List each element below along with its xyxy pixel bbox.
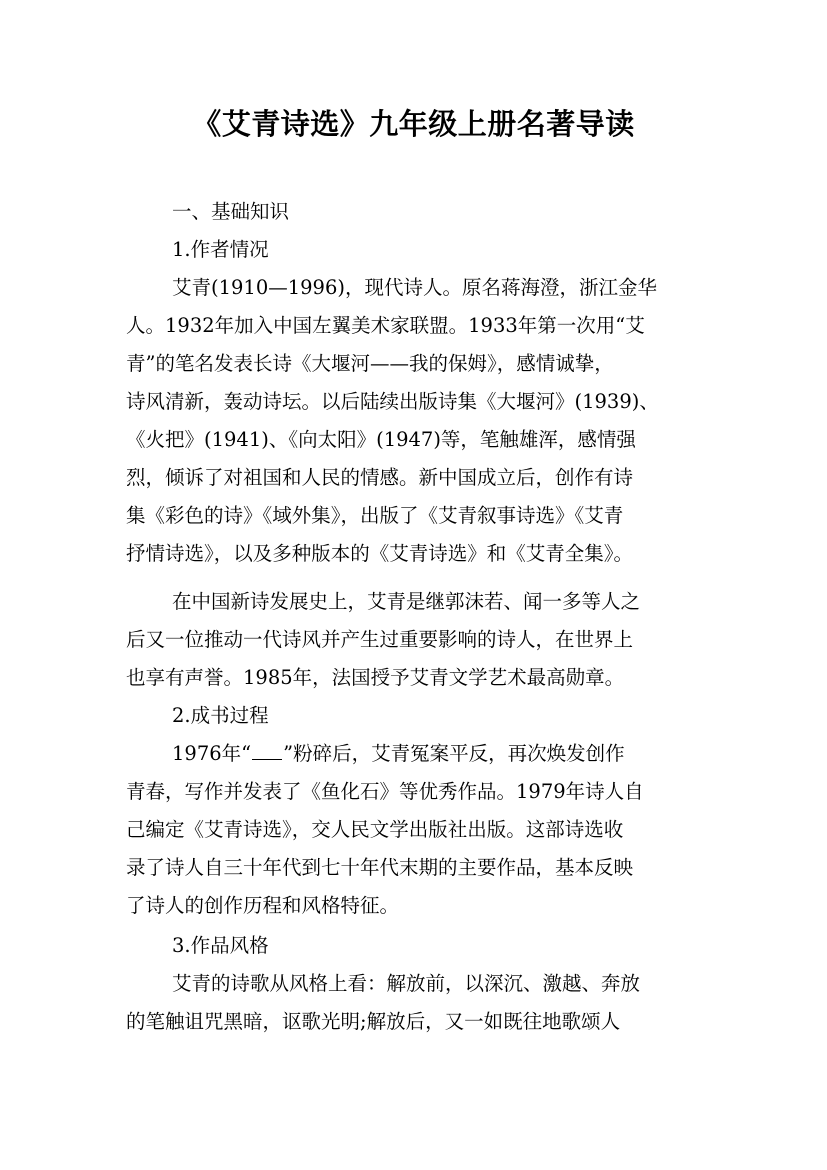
paragraph-line: 抒情诗选》，以及多种版本的《艾青诗选》和《艾青全集》。 <box>126 542 634 565</box>
paragraph-line: 的笔触诅咒黑暗，讴歌光明;解放后，又一如既往地歌颂人 <box>126 1010 621 1033</box>
subheading-style: 3.作品风格 <box>172 934 269 957</box>
paragraph-line: 录了诗人自三十年代到七十年代末期的主要作品，基本反映 <box>126 856 634 879</box>
paragraph-line: 青春，写作并发表了《鱼化石》等优秀作品。1979年诗人自 <box>126 780 644 803</box>
paragraph-line: 集《彩色的诗》《域外集》，出版了《艾青叙事诗选》《艾青 <box>126 504 624 527</box>
subheading-writing-process: 2.成书过程 <box>172 704 269 727</box>
paragraph-line: 青”的笔名发表长诗《大堰河——我的保姆》，感情诚挚， <box>126 352 614 375</box>
paragraph-line: 烈，倾诉了对祖国和人民的情感。新中国成立后，创作有诗 <box>126 466 634 489</box>
paragraph-line: 人。1932年加入中国左翼美术家联盟。1933年第一次用“艾 <box>126 314 645 337</box>
paragraph-line: 艾青的诗歌从风格上看：解放前，以深沉、激越、奔放 <box>172 972 641 995</box>
paragraph-line: 在中国新诗发展史上，艾青是继郭沫若、闻一多等人之 <box>172 590 641 613</box>
paragraph-line: 己编定《艾青诗选》，交人民文学出版社出版。这部诗选收 <box>126 818 624 841</box>
paragraph-line: 诗风清新，轰动诗坛。以后陆续出版诗集《大堰河》(1939)、 <box>126 390 659 413</box>
blank-suffix-text: ”粉碎后，艾青冤案平反，再次焕发创作 <box>283 742 625 765</box>
subheading-author: 1.作者情况 <box>172 238 269 261</box>
paragraph-line: 后又一位推动一代诗风并产生过重要影响的诗人，在世界上 <box>126 628 634 651</box>
paragraph-line: 也享有声誉。1985年，法国授予艾青文学艺术最高勋章。 <box>126 666 625 689</box>
paragraph-line: 了诗人的创作历程和风格特征。 <box>126 894 400 917</box>
paragraph-line-with-blank <box>172 741 625 767</box>
blank-prefix-text: 1976年“ <box>172 742 252 765</box>
fill-in-blank[interactable] <box>252 741 282 760</box>
document-title: 《艾青诗选》九年级上册名著导读 <box>192 107 635 141</box>
paragraph-line: 艾青(1910—1996)，现代诗人。原名蒋海澄，浙江金华 <box>172 276 657 299</box>
section-heading: 一、基础知识 <box>172 200 290 223</box>
paragraph-line: 《火把》(1941)、《向太阳》(1947)等，笔触雄浑，感情强 <box>126 428 636 451</box>
